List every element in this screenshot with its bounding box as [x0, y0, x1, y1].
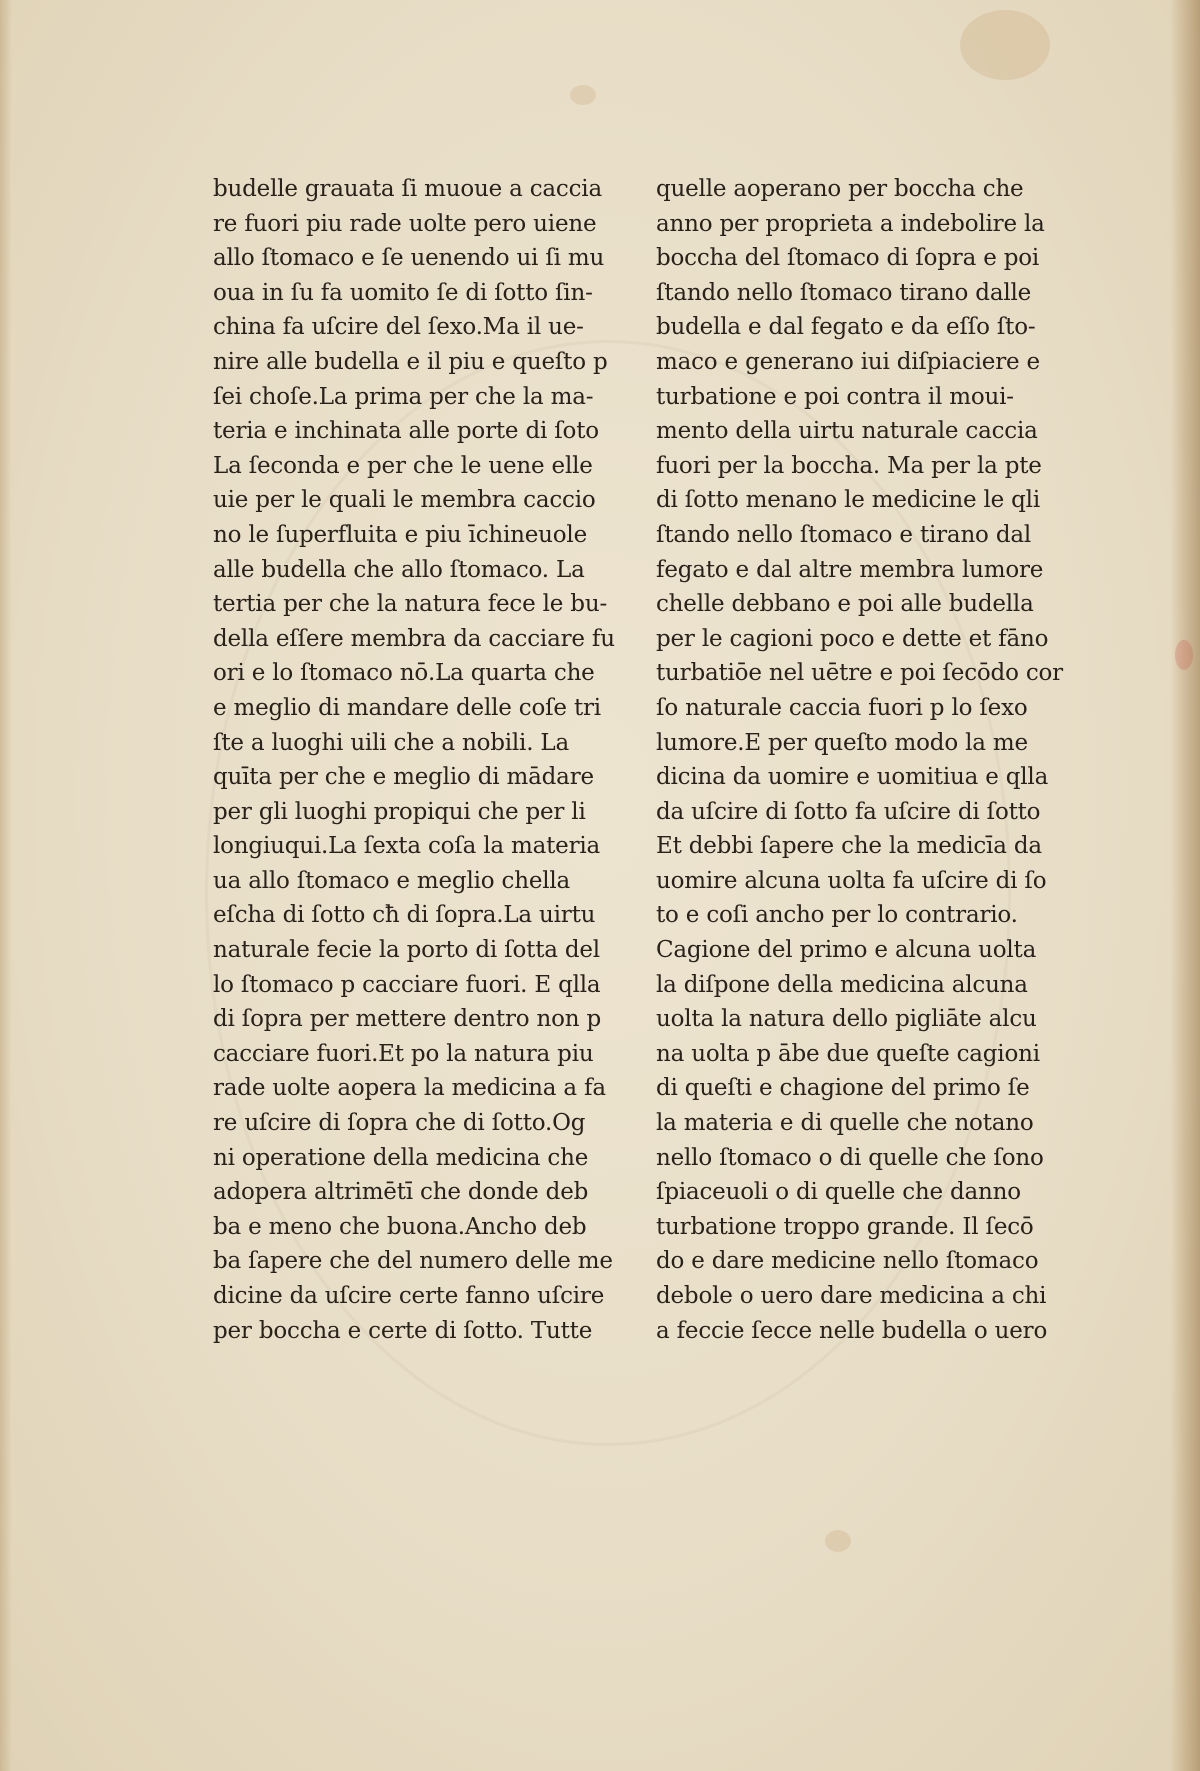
right-column-line: uomire alcuna uolta fa uſcire di ſo — [656, 867, 1047, 894]
left-column-line: rade uolte aopera la medicina a fa — [213, 1075, 606, 1102]
right-column-line: turbatione troppo grande. Il ſecō — [656, 1213, 1034, 1240]
right-column-line: la diſpone della medicina alcuna — [656, 971, 1028, 998]
right-column-line: turbatiōe nel uētre e poi ſecōdo cor — [656, 660, 1063, 687]
left-column-line: naturale fecie la porto di ſotta del — [213, 937, 600, 964]
right-column-line: da uſcire di ſotto fa uſcire di ſotto — [656, 798, 1041, 825]
left-column-line: per gli luoghi propiqui che per li — [213, 798, 586, 825]
right-column-line: turbatione e poi contra il moui- — [656, 383, 1014, 410]
left-column-line: teria e inchinata alle porte di ſoto — [213, 418, 599, 445]
right-column-line: ſtando nello ſtomaco e tirano dal — [656, 521, 1032, 548]
left-column-line: ua allo ſtomaco e meglio chella — [213, 867, 571, 894]
left-column-line: no le ſuperfluita e piu īchineuole — [213, 521, 587, 548]
page-left-edge — [0, 0, 12, 1771]
page-right-edge — [1170, 0, 1200, 1771]
left-column-line: adopera altrimētī che donde deb — [213, 1179, 589, 1206]
right-column-line: uolta la natura dello pigliāte alcu — [656, 1006, 1037, 1033]
left-column-line: eſcha di ſotto cħ di ſopra.La uirtu — [213, 902, 596, 929]
left-column-line: budelle grauata ſi muoue a caccia — [213, 176, 602, 202]
left-column-line: oua in ſu fa uomito ſe di ſotto ſin- — [213, 279, 593, 306]
right-column-line: ſpiaceuoli o di quelle che danno — [656, 1179, 1021, 1206]
stain-top-right — [960, 10, 1050, 80]
right-column-line: ſtando nello ſtomaco tirano dalle — [656, 279, 1032, 306]
right-column-line: nello ſtomaco o di quelle che ſono — [656, 1144, 1044, 1171]
left-column-line: uie per le quali le membra caccio — [213, 487, 596, 514]
stain-top-mid — [570, 85, 596, 105]
left-column-line: ba e meno che buona.Ancho deb — [213, 1213, 587, 1240]
text-column-left — [213, 172, 615, 1348]
right-column-line: fegato e dal altre membra lumore — [656, 556, 1044, 583]
right-column-line: chelle debbano e poi alle budella — [656, 591, 1034, 618]
right-column-line: Cagione del primo e alcuna uolta — [656, 937, 1037, 964]
right-column-line: la materia e di quelle che notano — [656, 1110, 1034, 1137]
left-column-line: per boccha e certe di ſotto. Tutte — [213, 1317, 593, 1344]
left-column-line: allo ſtomaco e ſe uenendo ui ſi mu — [213, 245, 605, 272]
right-column-line: debole o uero dare medicina a chi — [656, 1283, 1047, 1309]
right-column-line: na uolta p ābe due queſte cagioni — [656, 1040, 1040, 1067]
left-column-line: ni operatione della medicina che — [213, 1144, 589, 1171]
right-column-line: a feccie ſecce nelle budella o uero — [656, 1317, 1048, 1344]
left-column-line: ori e lo ſtomaco nō.La quarta che — [213, 660, 595, 687]
left-column-line: quīta per che e meglio di mādare — [213, 764, 594, 791]
right-column-line: lumore.E per queſto modo la me — [656, 729, 1028, 756]
right-column-line: maco e generano iui diſpiaciere e — [656, 348, 1040, 375]
right-column-line: di ſotto menano le medicine le qli — [656, 487, 1040, 514]
left-column-line: re fuori piu rade uolte pero uiene — [213, 210, 597, 237]
left-column-line: cacciare fuori.Et po la natura piu — [213, 1040, 594, 1067]
left-column-line: tertia per che la natura fece le bu- — [213, 591, 608, 618]
right-column-line: di queſti e chagione del primo ſe — [656, 1075, 1030, 1102]
right-column-line: Et debbi ſapere che la medicīa da — [656, 833, 1042, 860]
left-column-line: ſei choſe.La prima per che la ma- — [213, 383, 594, 410]
left-column-line: ſte a luoghi uili che a nobili. La — [213, 729, 570, 756]
right-column-line: ſo naturale caccia fuori p lo ſexo — [656, 694, 1028, 721]
right-column-line: quelle aoperano per boccha che — [656, 176, 1024, 202]
left-column-line: longiuqui.La ſexta coſa la materia — [213, 833, 601, 860]
right-column-line: budella e dal fegato e da eſſo ſto- — [656, 314, 1036, 341]
left-column-line: alle budella che allo ſtomaco. La — [213, 556, 585, 583]
stain-right-margin — [1175, 640, 1193, 670]
left-column-line: china fa uſcire del ſexo.Ma il ue- — [213, 314, 584, 341]
right-column-line: mento della uirtu naturale caccia — [656, 418, 1038, 445]
left-column-line: dicine da uſcire certe fanno uſcire — [213, 1283, 605, 1309]
left-column-line: nire alle budella e il piu e queſto p — [213, 348, 608, 375]
right-column-line: anno per proprieta a indebolire la — [656, 210, 1045, 237]
right-column-line: dicina da uomire e uomitiua e qlla — [656, 764, 1049, 791]
text-column-right — [656, 172, 1063, 1348]
left-column-line: e meglio di mandare delle coſe tri — [213, 694, 601, 721]
left-column-line: re uſcire di ſopra che di ſotto.Og — [213, 1110, 586, 1137]
right-column-line: boccha del ſtomaco di ſopra e poi — [656, 245, 1040, 272]
left-column-line: lo ſtomaco p cacciare fuori. E qlla — [213, 971, 601, 998]
right-column-line: per le cagioni poco e dette et fāno — [656, 625, 1049, 652]
right-column-line: do e dare medicine nello ſtomaco — [656, 1248, 1039, 1275]
left-column-line: della eſſere membra da cacciare fu — [213, 625, 615, 652]
right-column-line: fuori per la boccha. Ma per la pte — [656, 452, 1042, 479]
left-column-line: di ſopra per mettere dentro non p — [213, 1006, 602, 1033]
right-column-line: to e coſi ancho per lo contrario. — [656, 902, 1018, 929]
left-column-line: La ſeconda e per che le uene elle — [213, 452, 593, 479]
left-column-line: ba ſapere che del numero delle me — [213, 1248, 613, 1275]
stain-lower-mid — [825, 1530, 851, 1552]
